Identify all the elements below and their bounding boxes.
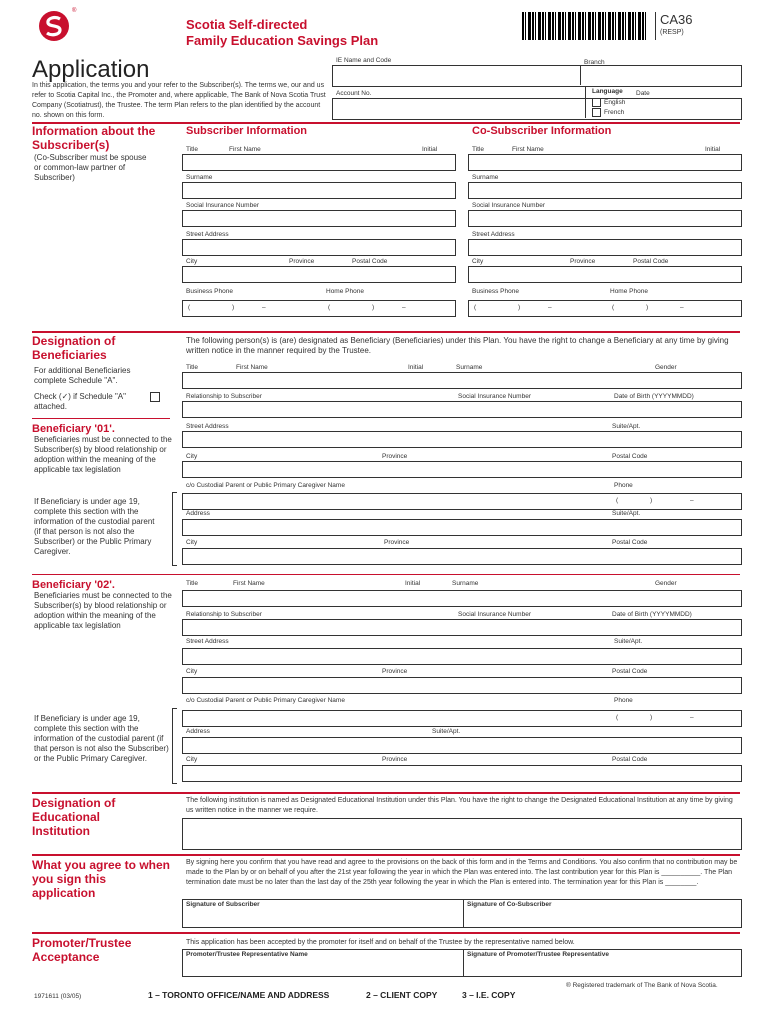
b02-phone-dash: – xyxy=(690,714,694,721)
b02-custodial-label: c/o Custodial Parent or Public Primary Caregiver Name xyxy=(186,697,345,704)
b01-phone-open: ( xyxy=(616,497,619,504)
b02-initial-label: Initial xyxy=(405,580,421,587)
co-phone-field[interactable] xyxy=(468,300,742,317)
barcode xyxy=(522,12,648,40)
b02-c-city-label: City xyxy=(186,756,198,763)
english-checkbox[interactable] xyxy=(592,98,601,107)
cosubscriber-info-title: Co-Subscriber Information xyxy=(472,125,612,137)
subscriber-section-title: Information about the Subscriber(s) xyxy=(32,124,156,152)
b01-name-field[interactable] xyxy=(182,372,742,389)
b01-gender-label: Gender xyxy=(655,364,677,371)
co-bp-open: ( xyxy=(474,304,477,311)
promoter-text: This application has been accepted by the promoter for itself and on behalf of the Trustee by the representative named below. xyxy=(186,939,575,946)
b01-initial-label: Initial xyxy=(408,364,424,371)
sub-surname-label: Surname xyxy=(186,174,213,181)
b01-bracket xyxy=(172,492,177,566)
co-sin-field[interactable] xyxy=(468,210,742,227)
beneficiary-02-note: Beneficiaries must be connected to the Subscriber(s) by blood relationship or adoption within the meaning of the applicable tax legislation xyxy=(34,591,172,630)
b02-c-province-label: Province xyxy=(382,756,408,763)
sub-province-label: Province xyxy=(289,258,315,265)
form-code-box xyxy=(655,12,736,40)
beneficiaries-additional-note: For additional Beneficiaries complete Schedule "A". xyxy=(34,366,131,385)
b02-surname-label: Surname xyxy=(452,580,479,587)
b02-custodial-field[interactable] xyxy=(182,710,742,727)
sig-cosubscriber-label: Signature of Co-Subscriber xyxy=(467,901,552,908)
b02-province-label: Province xyxy=(382,668,408,675)
french-checkbox[interactable] xyxy=(592,108,601,117)
b01-address-suite-label: Suite/Apt. xyxy=(612,510,641,517)
promoter-section-title: Promoter/Trustee Acceptance xyxy=(32,936,132,964)
co-hp-dash: – xyxy=(680,304,684,311)
b02-suite-label: Suite/Apt. xyxy=(614,638,643,645)
language-label: Language xyxy=(592,88,623,95)
b01-c-city-label: City xyxy=(186,539,198,546)
application-title: Application xyxy=(32,56,150,83)
b02-custodial-city-field[interactable] xyxy=(182,765,742,782)
scotiabank-logo-icon xyxy=(38,10,70,42)
b01-city-field[interactable] xyxy=(182,461,742,478)
schedule-a-note: Check (✓) if Schedule "A" attached. xyxy=(34,392,126,411)
co-surname-label: Surname xyxy=(472,174,499,181)
sub-street-field[interactable] xyxy=(182,239,456,256)
french-label: French xyxy=(604,109,625,117)
promoter-rep-name-label: Promoter/Trustee Representative Name xyxy=(186,951,308,958)
b01-phone-dash: – xyxy=(690,497,694,504)
account-no-label: Account No. xyxy=(336,90,372,97)
co-bp-dash: – xyxy=(548,304,552,311)
copy-toronto-office: 1 – TORONTO OFFICE/NAME AND ADDRESS xyxy=(148,990,330,1000)
sig-subscriber-label: Signature of Subscriber xyxy=(186,901,260,908)
branch-label: Branch xyxy=(584,59,605,66)
sub-hp-dash: – xyxy=(402,304,406,311)
co-title-label: Title xyxy=(472,146,485,153)
b01-first-name-label: First Name xyxy=(236,364,268,371)
co-street-label: Street Address xyxy=(472,231,515,238)
form-title-line1: Scotia Self-directed xyxy=(186,17,308,32)
co-street-field[interactable] xyxy=(468,239,742,256)
b01-custodial-address-field[interactable] xyxy=(182,519,742,536)
form-code-sub: (RESP) xyxy=(660,29,684,36)
beneficiary-02-under19: If Beneficiary is under age 19, complete this section with the information of the custodial parent (if that person is not also the Subscriber) or the Public Primary Caregiver. xyxy=(34,714,169,763)
sub-surname-field[interactable] xyxy=(182,182,456,199)
b02-gender-label: Gender xyxy=(655,580,677,587)
agree-text: By signing here you confirm that you have read and agree to the provisions on the back of this form and in the Terms and Conditions. You also confirm that no contribution may be made to the Plan by or on behalf of you after the 21st year following the year in which the Plan was entered into. The last contribution year for this Plan is __________. The Plan termination date must be no later than the last day of the 25th year following the year in which the Plan is entered into. The termination year for this Plan is ________. xyxy=(186,859,738,886)
b01-sin-label: Social Insurance Number xyxy=(458,393,531,400)
b01-street-field[interactable] xyxy=(182,431,742,448)
b02-phone-open: ( xyxy=(616,714,619,721)
b01-relationship-label: Relationship to Subscriber xyxy=(186,393,262,400)
beneficiary-01-note: Beneficiaries must be connected to the Subscriber(s) by blood relationship or adoption within the meaning of the applicable tax legislation xyxy=(34,435,172,474)
co-city-field[interactable] xyxy=(468,266,742,283)
b02-bracket xyxy=(172,708,177,784)
sub-sin-field[interactable] xyxy=(182,210,456,227)
b02-address-label: Address xyxy=(186,728,210,735)
ie-name-code-field[interactable] xyxy=(332,65,742,87)
b02-name-field[interactable] xyxy=(182,590,742,607)
b01-city-label: City xyxy=(186,453,198,460)
co-city-label: City xyxy=(472,258,484,265)
b02-dob-label: Date of Birth (YYYYMMDD) xyxy=(612,611,692,618)
ie-name-code-label: IE Name and Code xyxy=(336,57,392,64)
co-home-phone-label: Home Phone xyxy=(610,288,648,295)
trademark-note: ® Registered trademark of The Bank of Nova Scotia. xyxy=(566,982,718,989)
co-province-label: Province xyxy=(570,258,596,265)
english-option[interactable] xyxy=(592,98,625,107)
beneficiaries-section-title: Designation of Beneficiaries xyxy=(32,334,116,362)
copy-client: 2 – CLIENT COPY xyxy=(366,990,438,1000)
institution-section-title: Designation of Educational Institution xyxy=(32,796,116,838)
sub-bp-dash: – xyxy=(262,304,266,311)
b01-surname-label: Surname xyxy=(456,364,483,371)
institution-field[interactable] xyxy=(182,818,742,850)
beneficiary-01-title: Beneficiary '01'. xyxy=(32,423,115,435)
sub-bp-open: ( xyxy=(188,304,191,311)
b02-sin-label: Social Insurance Number xyxy=(458,611,531,618)
sub-home-phone-label: Home Phone xyxy=(326,288,364,295)
b02-phone-label: Phone xyxy=(614,697,633,704)
subscriber-section-note: (Co-Subscriber must be spouse or common-law partner of Subscriber) xyxy=(34,153,147,182)
agree-section-title: What you agree to when you sign this application xyxy=(32,858,171,900)
b02-street-label: Street Address xyxy=(186,638,229,645)
b02-title-label: Title xyxy=(186,580,199,587)
b02-postal-label: Postal Code xyxy=(612,668,648,675)
co-postal-label: Postal Code xyxy=(633,258,669,265)
schedule-a-checkbox[interactable] xyxy=(150,392,160,402)
account-no-field[interactable] xyxy=(332,98,742,120)
b02-relationship-label: Relationship to Subscriber xyxy=(186,611,262,618)
b02-address-suite-label: Suite/Apt. xyxy=(432,728,461,735)
b01-suite-label: Suite/Apt. xyxy=(612,423,641,430)
sub-city-label: City xyxy=(186,258,198,265)
b02-c-postal-label: Postal Code xyxy=(612,756,648,763)
sub-postal-label: Postal Code xyxy=(352,258,388,265)
b01-street-label: Street Address xyxy=(186,423,229,430)
b01-province-label: Province xyxy=(382,453,408,460)
b01-custodial-city-field[interactable] xyxy=(182,548,742,565)
co-surname-field[interactable] xyxy=(468,182,742,199)
french-option[interactable] xyxy=(592,108,624,117)
institution-text: The following institution is named as Designated Educational Institution under this Plan. You have the right to change the Designated Educational Institution at any time by giving us written notice in the manner we require. xyxy=(186,797,733,814)
beneficiaries-intro: The following person(s) is (are) designated as Beneficiary (Beneficiaries) under this Plan. You have the right to change a Beneficiary at any time by giving written notice in the manner required by the Trustee. xyxy=(186,336,729,355)
b01-address-label: Address xyxy=(186,510,210,517)
sub-title-label: Title xyxy=(186,146,199,153)
b01-custodial-label: c/o Custodial Parent or Public Primary Caregiver Name xyxy=(186,482,345,489)
b01-dob-label: Date of Birth (YYYYMMDD) xyxy=(614,393,694,400)
b01-title-label: Title xyxy=(186,364,199,371)
b01-custodial-field[interactable] xyxy=(182,493,742,510)
sub-bp-close: ) xyxy=(232,304,235,311)
form-number: 1971611 (03/05) xyxy=(34,993,82,1000)
sub-hp-close: ) xyxy=(372,304,375,311)
b02-city-field[interactable] xyxy=(182,677,742,694)
form-code: CA36 xyxy=(660,12,693,27)
b02-first-name-label: First Name xyxy=(233,580,265,587)
subscriber-info-title: Subscriber Information xyxy=(186,125,308,137)
beneficiary-02-title: Beneficiary '02'. xyxy=(32,579,115,591)
english-label: English xyxy=(604,99,626,107)
b02-relationship-field[interactable] xyxy=(182,619,742,636)
co-initial-label: Initial xyxy=(705,146,721,153)
co-bp-close: ) xyxy=(518,304,521,311)
b02-street-field[interactable] xyxy=(182,648,742,665)
form-title-line2: Family Education Savings Plan xyxy=(186,33,379,48)
sub-business-phone-label: Business Phone xyxy=(186,288,233,295)
b01-c-province-label: Province xyxy=(384,539,410,546)
application-intro: In this application, the terms you and your refer to the Subscriber(s). The terms we, our and us refer to Scotia Capital Inc., the Promoter and, where applicable, The Bank of Nova Scotia Trust Company (Scotiatrust), the Trustee. The term Plan refers to the plan identified by the account no. shown on this form. xyxy=(32,82,326,119)
sub-first-name-label: First Name xyxy=(229,146,261,153)
sub-city-field[interactable] xyxy=(182,266,456,283)
co-sin-label: Social Insurance Number xyxy=(472,202,545,209)
promoter-rep-sig-label: Signature of Promoter/Trustee Representative xyxy=(467,951,609,958)
beneficiary-01-under19: If Beneficiary is under age 19, complete this section with the information of the custodial parent (if that person is not also the Subscriber) or the Public Primary Caregiver. xyxy=(34,497,155,556)
copy-ie: 3 – I.E. COPY xyxy=(462,990,516,1000)
signature-field[interactable] xyxy=(182,899,742,928)
b01-relationship-field[interactable] xyxy=(182,401,742,418)
b01-phone-label: Phone xyxy=(614,482,633,489)
co-hp-close: ) xyxy=(646,304,649,311)
b01-postal-label: Postal Code xyxy=(612,453,648,460)
co-name-field[interactable] xyxy=(468,154,742,171)
b02-phone-close: ) xyxy=(650,714,653,721)
logo-registered-mark: ® xyxy=(72,8,77,14)
b02-custodial-address-field[interactable] xyxy=(182,737,742,754)
sub-hp-open: ( xyxy=(328,304,331,311)
b01-phone-close: ) xyxy=(650,497,653,504)
sub-sin-label: Social Insurance Number xyxy=(186,202,259,209)
b02-city-label: City xyxy=(186,668,198,675)
co-business-phone-label: Business Phone xyxy=(472,288,519,295)
co-first-name-label: First Name xyxy=(512,146,544,153)
sub-name-field[interactable] xyxy=(182,154,456,171)
sub-initial-label: Initial xyxy=(422,146,438,153)
co-hp-open: ( xyxy=(612,304,615,311)
sub-phone-field[interactable] xyxy=(182,300,456,317)
date-label: Date xyxy=(636,90,650,97)
sub-street-label: Street Address xyxy=(186,231,229,238)
b01-c-postal-label: Postal Code xyxy=(612,539,648,546)
